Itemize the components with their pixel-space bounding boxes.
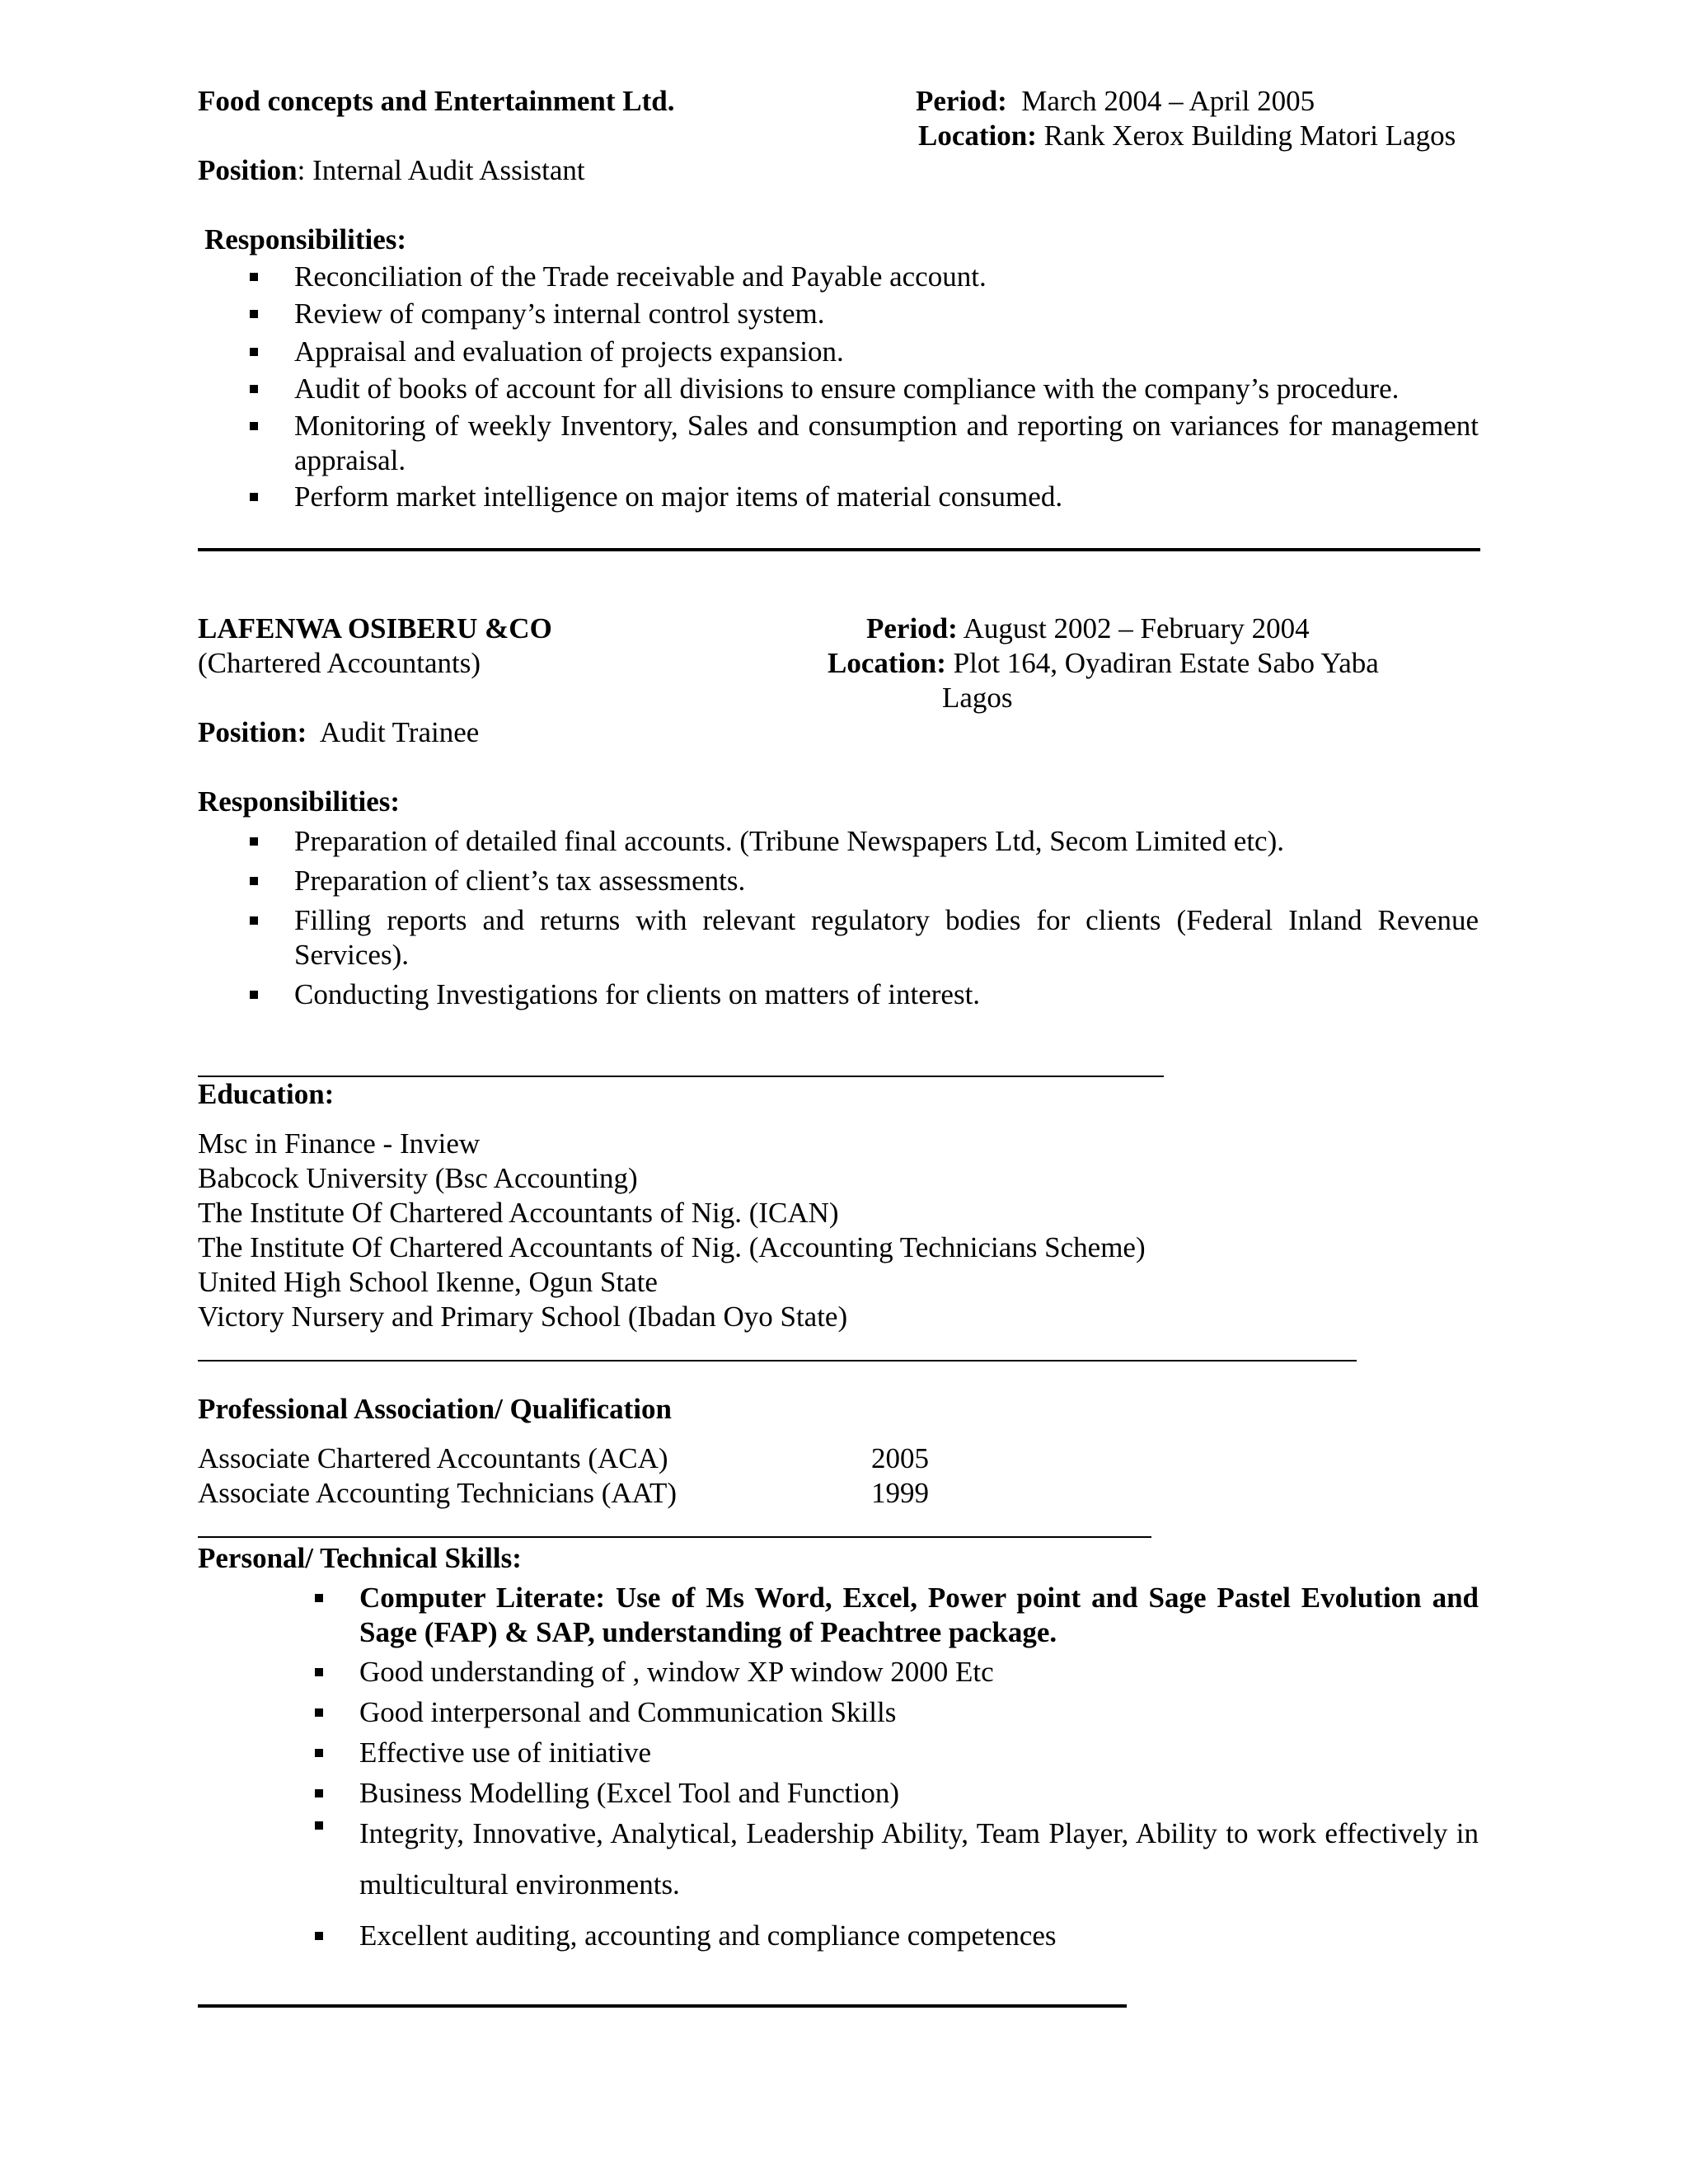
job2-location: [828, 646, 1379, 681]
list-item: Babcock University (Bsc Accounting): [198, 1162, 638, 1194]
section-divider: [198, 2004, 1127, 2008]
job1-period: Period: March 2004 – April 2005: [916, 85, 1315, 117]
job1-location: [918, 119, 1456, 153]
job2-location-label: Location:: [828, 647, 946, 679]
list-item: Audit of books of account for all divisions to ensure compliance with the company’s procedure.: [294, 372, 1479, 409]
job2-position-label: Position:: [198, 716, 307, 748]
list-item: Preparation of detailed final accounts. (Tribune Newspapers Ltd, Secom Limited etc).: [294, 824, 1479, 864]
section-divider: [198, 1360, 1357, 1361]
job2-company-sub: (Chartered Accountants): [198, 647, 481, 679]
job1-responsibilities-heading: Responsibilities:: [204, 223, 407, 255]
list-item: United High School Ikenne, Ogun State: [198, 1266, 658, 1298]
section-divider: [198, 1076, 1164, 1077]
job2-responsibilities-heading: Responsibilities:: [198, 785, 401, 818]
job2-period-value: August 2002 – February 2004: [963, 612, 1310, 644]
education-heading: Education:: [198, 1078, 335, 1110]
job1-location-label: Location:: [918, 120, 1037, 152]
qualification-name: Associate Chartered Accountants (ACA): [198, 1442, 668, 1474]
list-item: Perform market intelligence on major items of material consumed.: [294, 480, 1479, 514]
list-item: Excellent auditing, accounting and compliance competences: [359, 1919, 1479, 1953]
job1-responsibility-list: [294, 260, 1479, 514]
job2-responsibility-list: [294, 824, 1479, 1012]
list-item: Preparation of client’s tax assessments.: [294, 864, 1479, 903]
list-item: Reconciliation of the Trade receivable and Payable account.: [294, 260, 1479, 297]
job1-position-label: Position: [198, 154, 298, 186]
job2-period: [866, 612, 1310, 646]
list-item: Effective use of initiative: [359, 1736, 1479, 1776]
list-item: Business Modelling (Excel Tool and Function): [359, 1776, 1479, 1816]
section-divider: [198, 548, 1480, 551]
skills-list: [359, 1581, 1479, 1953]
job1-location-value: Rank Xerox Building Matori Lagos: [1043, 120, 1456, 152]
job1-period-label: Period: [916, 85, 998, 117]
job2-period-label: Period:: [866, 612, 958, 644]
list-item: Monitoring of weekly Inventory, Sales and consumption and reporting on variances for management appraisal.: [294, 409, 1479, 480]
job2-location-value: Plot 164, Oyadiran Estate Sabo Yaba: [953, 647, 1379, 679]
list-item: Appraisal and evaluation of projects expansion.: [294, 335, 1479, 372]
job2-position-value: Audit Trainee: [319, 716, 480, 748]
job2-position: [198, 715, 479, 750]
list-item: The Institute Of Chartered Accountants of Nig. (Accounting Technicians Scheme): [198, 1231, 1146, 1263]
qualification-year: 2005: [871, 1442, 929, 1474]
skills-heading: Personal/ Technical Skills:: [198, 1542, 522, 1574]
list-item: The Institute Of Chartered Accountants of Nig. (ICAN): [198, 1197, 839, 1229]
professional-heading: Professional Association/ Qualification: [198, 1393, 672, 1425]
list-item: Review of company’s internal control system.: [294, 297, 1479, 335]
list-item: Filling reports and returns with relevant regulatory bodies for clients (Federal Inland Revenue Services).: [294, 903, 1479, 977]
list-item: Victory Nursery and Primary School (Ibadan Oyo State): [198, 1301, 848, 1333]
qualification-year: 1999: [871, 1477, 929, 1509]
job1-company: Food concepts and Entertainment Ltd.: [198, 85, 675, 117]
job1-position-value: Internal Audit Assistant: [312, 154, 585, 186]
list-item: Conducting Investigations for clients on matters of interest.: [294, 977, 1479, 1012]
list-item: Integrity, Innovative, Analytical, Leadership Ability, Team Player, Ability to work effectively in multicultural environments.: [359, 1808, 1479, 1919]
job2-location-line2: Lagos: [942, 682, 1013, 714]
section-divider: [198, 1536, 1151, 1538]
job1-period-value: March 2004 – April 2005: [1021, 85, 1315, 117]
list-item: Good interpersonal and Communication Skills: [359, 1695, 1479, 1736]
list-item: Good understanding of , window XP window 2000 Etc: [359, 1655, 1479, 1695]
qualification-name: Associate Accounting Technicians (AAT): [198, 1477, 678, 1509]
list-item: Msc in Finance - Inview: [198, 1127, 481, 1160]
list-item: Computer Literate: Use of Ms Word, Excel, Power point and Sage Pastel Evolution and Sage (FAP) & SAP, understanding of Peachtree package.: [359, 1581, 1479, 1655]
job2-company: LAFENWA OSIBERU &CO: [198, 612, 552, 644]
job1-position: Position: Internal Audit Assistant: [198, 154, 585, 186]
